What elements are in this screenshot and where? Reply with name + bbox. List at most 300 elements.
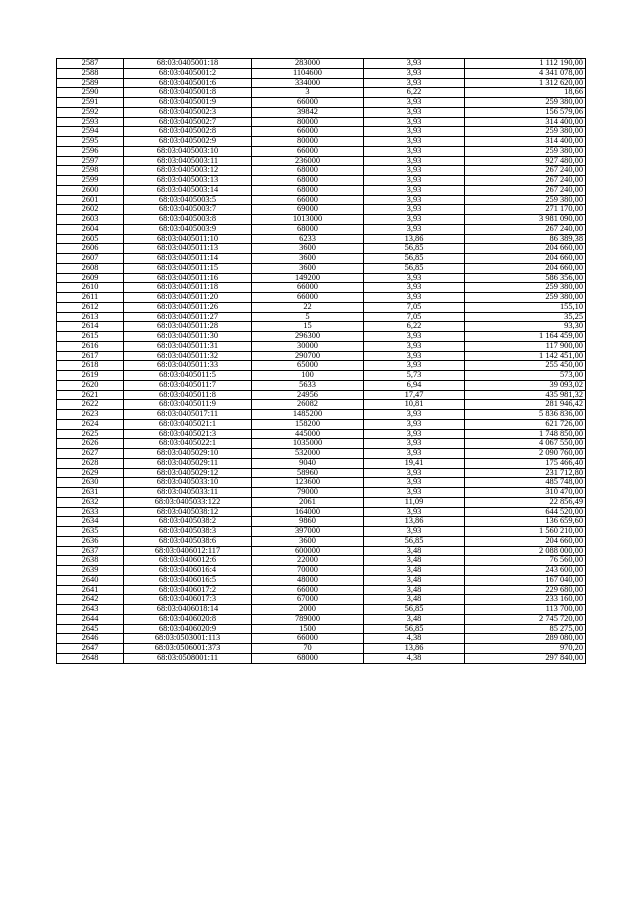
row-number-cell: 2600 bbox=[57, 185, 124, 195]
cadastral-value-cell: 229 680,00 bbox=[465, 585, 586, 595]
area-cell: 1013000 bbox=[252, 215, 364, 225]
cadastral-number-cell: 68:03:0405011:9 bbox=[124, 400, 252, 410]
cadastral-value-cell: 39 093,02 bbox=[465, 380, 586, 390]
area-cell: 1500 bbox=[252, 624, 364, 634]
specific-value-cell: 11,09 bbox=[364, 497, 465, 507]
cadastral-number-cell: 68:03:0405001:2 bbox=[124, 68, 252, 78]
area-cell: 80000 bbox=[252, 117, 364, 127]
table-row bbox=[57, 322, 586, 332]
area-cell: 66000 bbox=[252, 127, 364, 137]
table-row bbox=[57, 117, 586, 127]
cadastral-number-cell: 68:03:0405003:11 bbox=[124, 156, 252, 166]
cadastral-value-cell: 297 840,00 bbox=[465, 653, 586, 663]
cadastral-number-cell: 68:03:0405011:20 bbox=[124, 293, 252, 303]
cadastral-value-cell: 1 560 210,00 bbox=[465, 527, 586, 537]
row-number-cell: 2622 bbox=[57, 400, 124, 410]
area-cell: 15 bbox=[252, 322, 364, 332]
table-row bbox=[57, 653, 586, 663]
cadastral-value-cell: 1 142 451,00 bbox=[465, 351, 586, 361]
specific-value-cell: 3,48 bbox=[364, 566, 465, 576]
area-cell: 600000 bbox=[252, 546, 364, 556]
row-number-cell: 2619 bbox=[57, 371, 124, 381]
cadastral-number-cell: 68:03:0405017:11 bbox=[124, 410, 252, 420]
area-cell: 158200 bbox=[252, 419, 364, 429]
cadastral-value-cell: 1 112 190,00 bbox=[465, 59, 586, 69]
cadastral-value-cell: 289 080,00 bbox=[465, 634, 586, 644]
specific-value-cell: 3,93 bbox=[364, 332, 465, 342]
table-row bbox=[57, 478, 586, 488]
specific-value-cell: 13,86 bbox=[364, 234, 465, 244]
area-cell: 397000 bbox=[252, 527, 364, 537]
row-number-cell: 2588 bbox=[57, 68, 124, 78]
cadastral-number-cell: 68:03:0405038:6 bbox=[124, 536, 252, 546]
row-number-cell: 2607 bbox=[57, 254, 124, 264]
row-number-cell: 2591 bbox=[57, 98, 124, 108]
specific-value-cell: 3,93 bbox=[364, 439, 465, 449]
cadastral-number-cell: 68:03:0503001:113 bbox=[124, 634, 252, 644]
area-cell: 789000 bbox=[252, 614, 364, 624]
cadastral-number-cell: 68:03:0405038:12 bbox=[124, 507, 252, 517]
table-row bbox=[57, 283, 586, 293]
specific-value-cell: 3,93 bbox=[364, 156, 465, 166]
table-row bbox=[57, 351, 586, 361]
row-number-cell: 2648 bbox=[57, 653, 124, 663]
row-number-cell: 2590 bbox=[57, 88, 124, 98]
table-row bbox=[57, 497, 586, 507]
table-row bbox=[57, 88, 586, 98]
specific-value-cell: 56,85 bbox=[364, 254, 465, 264]
cadastral-number-cell: 68:03:0405011:8 bbox=[124, 390, 252, 400]
specific-value-cell: 13,86 bbox=[364, 644, 465, 654]
specific-value-cell: 3,93 bbox=[364, 488, 465, 498]
cadastral-number-cell: 68:03:0405021:1 bbox=[124, 419, 252, 429]
area-cell: 39842 bbox=[252, 107, 364, 117]
cadastral-value-cell: 1 164 459,00 bbox=[465, 332, 586, 342]
cadastral-number-cell: 68:03:0405033:11 bbox=[124, 488, 252, 498]
cadastral-number-cell: 68:03:0405021:3 bbox=[124, 429, 252, 439]
cadastral-value-cell: 243 600,00 bbox=[465, 566, 586, 576]
row-number-cell: 2610 bbox=[57, 283, 124, 293]
cadastral-number-cell: 68:03:0406016:4 bbox=[124, 566, 252, 576]
cadastral-value-cell: 204 660,00 bbox=[465, 254, 586, 264]
specific-value-cell: 7,05 bbox=[364, 312, 465, 322]
cadastral-value-cell: 281 946,42 bbox=[465, 400, 586, 410]
row-number-cell: 2617 bbox=[57, 351, 124, 361]
specific-value-cell: 3,93 bbox=[364, 166, 465, 176]
table-row bbox=[57, 614, 586, 624]
specific-value-cell: 6,22 bbox=[364, 88, 465, 98]
table-row bbox=[57, 302, 586, 312]
row-number-cell: 2598 bbox=[57, 166, 124, 176]
table-row bbox=[57, 605, 586, 615]
specific-value-cell: 6,94 bbox=[364, 380, 465, 390]
specific-value-cell: 3,93 bbox=[364, 341, 465, 351]
cadastral-number-cell: 68:03:0405011:13 bbox=[124, 244, 252, 254]
cadastral-number-cell: 68:03:0405011:5 bbox=[124, 371, 252, 381]
cadastral-value-cell: 271 170,00 bbox=[465, 205, 586, 215]
table-row bbox=[57, 507, 586, 517]
specific-value-cell: 19,41 bbox=[364, 458, 465, 468]
cadastral-value-cell: 155,10 bbox=[465, 302, 586, 312]
cadastral-number-cell: 68:03:0405011:27 bbox=[124, 312, 252, 322]
cadastral-value-cell: 314 400,00 bbox=[465, 117, 586, 127]
specific-value-cell: 3,93 bbox=[364, 107, 465, 117]
specific-value-cell: 3,93 bbox=[364, 68, 465, 78]
area-cell: 66000 bbox=[252, 98, 364, 108]
specific-value-cell: 3,93 bbox=[364, 146, 465, 156]
row-number-cell: 2593 bbox=[57, 117, 124, 127]
cadastral-number-cell: 68:03:0405029:10 bbox=[124, 449, 252, 459]
table-row bbox=[57, 439, 586, 449]
table-row bbox=[57, 312, 586, 322]
row-number-cell: 2601 bbox=[57, 195, 124, 205]
table-row bbox=[57, 429, 586, 439]
table-row bbox=[57, 449, 586, 459]
area-cell: 3600 bbox=[252, 263, 364, 273]
area-cell: 22000 bbox=[252, 556, 364, 566]
row-number-cell: 2629 bbox=[57, 468, 124, 478]
area-cell: 3600 bbox=[252, 536, 364, 546]
cadastral-value-cell: 136 659,60 bbox=[465, 517, 586, 527]
row-number-cell: 2627 bbox=[57, 449, 124, 459]
area-cell: 236000 bbox=[252, 156, 364, 166]
cadastral-number-cell: 68:03:0405011:28 bbox=[124, 322, 252, 332]
row-number-cell: 2615 bbox=[57, 332, 124, 342]
cadastral-number-cell: 68:03:0405001:9 bbox=[124, 98, 252, 108]
table-row bbox=[57, 68, 586, 78]
row-number-cell: 2613 bbox=[57, 312, 124, 322]
area-cell: 2061 bbox=[252, 497, 364, 507]
specific-value-cell: 17,47 bbox=[364, 390, 465, 400]
table-row bbox=[57, 166, 586, 176]
area-cell: 290700 bbox=[252, 351, 364, 361]
area-cell: 24956 bbox=[252, 390, 364, 400]
specific-value-cell: 5,73 bbox=[364, 371, 465, 381]
cadastral-value-cell: 267 240,00 bbox=[465, 185, 586, 195]
row-number-cell: 2642 bbox=[57, 595, 124, 605]
cadastral-number-cell: 68:03:0405011:15 bbox=[124, 263, 252, 273]
table-row bbox=[57, 78, 586, 88]
row-number-cell: 2637 bbox=[57, 546, 124, 556]
cadastral-number-cell: 68:03:0405022:1 bbox=[124, 439, 252, 449]
row-number-cell: 2645 bbox=[57, 624, 124, 634]
specific-value-cell: 3,93 bbox=[364, 507, 465, 517]
row-number-cell: 2621 bbox=[57, 390, 124, 400]
cadastral-value-cell: 259 380,00 bbox=[465, 283, 586, 293]
cadastral-value-cell: 259 380,00 bbox=[465, 293, 586, 303]
specific-value-cell: 3,48 bbox=[364, 546, 465, 556]
table-row bbox=[57, 185, 586, 195]
cadastral-value-cell: 3 981 090,00 bbox=[465, 215, 586, 225]
specific-value-cell: 3,93 bbox=[364, 429, 465, 439]
specific-value-cell: 3,93 bbox=[364, 215, 465, 225]
cadastral-value-cell: 22 856,49 bbox=[465, 497, 586, 507]
cadastral-value-cell: 267 240,00 bbox=[465, 166, 586, 176]
specific-value-cell: 56,85 bbox=[364, 624, 465, 634]
area-cell: 68000 bbox=[252, 166, 364, 176]
specific-value-cell: 3,93 bbox=[364, 351, 465, 361]
table-row bbox=[57, 624, 586, 634]
cadastral-number-cell: 68:03:0405003:8 bbox=[124, 215, 252, 225]
area-cell: 6233 bbox=[252, 234, 364, 244]
specific-value-cell: 3,93 bbox=[364, 137, 465, 147]
row-number-cell: 2623 bbox=[57, 410, 124, 420]
cadastral-number-cell: 68:03:0405011:14 bbox=[124, 254, 252, 264]
cadastral-number-cell: 68:03:0406017:3 bbox=[124, 595, 252, 605]
cadastral-value-cell: 4 341 078,00 bbox=[465, 68, 586, 78]
cadastral-value-cell: 2 090 760,00 bbox=[465, 449, 586, 459]
cadastral-value-cell: 259 380,00 bbox=[465, 98, 586, 108]
specific-value-cell: 3,93 bbox=[364, 117, 465, 127]
cadastral-number-cell: 68:03:0405011:32 bbox=[124, 351, 252, 361]
table-row bbox=[57, 400, 586, 410]
row-number-cell: 2597 bbox=[57, 156, 124, 166]
table-row bbox=[57, 195, 586, 205]
row-number-cell: 2646 bbox=[57, 634, 124, 644]
cadastral-value-cell: 4 067 550,00 bbox=[465, 439, 586, 449]
cadastral-value-cell: 259 380,00 bbox=[465, 195, 586, 205]
cadastral-number-cell: 68:03:0406017:2 bbox=[124, 585, 252, 595]
row-number-cell: 2624 bbox=[57, 419, 124, 429]
area-cell: 1035000 bbox=[252, 439, 364, 449]
table-row bbox=[57, 205, 586, 215]
row-number-cell: 2635 bbox=[57, 527, 124, 537]
cadastral-number-cell: 68:03:0405003:12 bbox=[124, 166, 252, 176]
table-row bbox=[57, 546, 586, 556]
table-row bbox=[57, 566, 586, 576]
row-number-cell: 2589 bbox=[57, 78, 124, 88]
specific-value-cell: 3,93 bbox=[364, 273, 465, 283]
cadastral-number-cell: 68:03:0405001:18 bbox=[124, 59, 252, 69]
cadastral-value-cell: 76 560,00 bbox=[465, 556, 586, 566]
specific-value-cell: 56,85 bbox=[364, 244, 465, 254]
table-row bbox=[57, 644, 586, 654]
row-number-cell: 2644 bbox=[57, 614, 124, 624]
area-cell: 80000 bbox=[252, 137, 364, 147]
row-number-cell: 2612 bbox=[57, 302, 124, 312]
table-row bbox=[57, 371, 586, 381]
cadastral-number-cell: 68:03:0405029:11 bbox=[124, 458, 252, 468]
area-cell: 30000 bbox=[252, 341, 364, 351]
specific-value-cell: 3,93 bbox=[364, 78, 465, 88]
cadastral-number-cell: 68:03:0405002:9 bbox=[124, 137, 252, 147]
specific-value-cell: 56,85 bbox=[364, 536, 465, 546]
cadastral-number-cell: 68:03:0405033:10 bbox=[124, 478, 252, 488]
table-row bbox=[57, 575, 586, 585]
area-cell: 66000 bbox=[252, 146, 364, 156]
cadastral-value-cell: 259 380,00 bbox=[465, 127, 586, 137]
row-number-cell: 2611 bbox=[57, 293, 124, 303]
row-number-cell: 2625 bbox=[57, 429, 124, 439]
row-number-cell: 2632 bbox=[57, 497, 124, 507]
area-cell: 296300 bbox=[252, 332, 364, 342]
table-row bbox=[57, 263, 586, 273]
cadastral-number-cell: 68:03:0405029:12 bbox=[124, 468, 252, 478]
area-cell: 149200 bbox=[252, 273, 364, 283]
row-number-cell: 2604 bbox=[57, 224, 124, 234]
cadastral-number-cell: 68:03:0405003:10 bbox=[124, 146, 252, 156]
table-row bbox=[57, 380, 586, 390]
row-number-cell: 2639 bbox=[57, 566, 124, 576]
row-number-cell: 2633 bbox=[57, 507, 124, 517]
row-number-cell: 2647 bbox=[57, 644, 124, 654]
area-cell: 123600 bbox=[252, 478, 364, 488]
cadastral-number-cell: 68:03:0405011:7 bbox=[124, 380, 252, 390]
cadastral-number-cell: 68:03:0405033:122 bbox=[124, 497, 252, 507]
specific-value-cell: 56,85 bbox=[364, 263, 465, 273]
row-number-cell: 2638 bbox=[57, 556, 124, 566]
area-cell: 68000 bbox=[252, 176, 364, 186]
cadastral-value-table bbox=[56, 58, 586, 664]
row-number-cell: 2631 bbox=[57, 488, 124, 498]
specific-value-cell: 13,86 bbox=[364, 517, 465, 527]
table-body bbox=[57, 59, 586, 664]
specific-value-cell: 3,93 bbox=[364, 283, 465, 293]
area-cell: 65000 bbox=[252, 361, 364, 371]
cadastral-value-cell: 231 712,80 bbox=[465, 468, 586, 478]
specific-value-cell: 3,93 bbox=[364, 185, 465, 195]
cadastral-number-cell: 68:03:0405011:26 bbox=[124, 302, 252, 312]
row-number-cell: 2587 bbox=[57, 59, 124, 69]
cadastral-number-cell: 68:03:0405002:7 bbox=[124, 117, 252, 127]
area-cell: 68000 bbox=[252, 224, 364, 234]
row-number-cell: 2614 bbox=[57, 322, 124, 332]
table-row bbox=[57, 536, 586, 546]
specific-value-cell: 3,93 bbox=[364, 293, 465, 303]
table-row bbox=[57, 215, 586, 225]
area-cell: 68000 bbox=[252, 653, 364, 663]
cadastral-value-cell: 970,20 bbox=[465, 644, 586, 654]
specific-value-cell: 3,93 bbox=[364, 127, 465, 137]
cadastral-value-cell: 621 726,00 bbox=[465, 419, 586, 429]
cadastral-value-cell: 2 745 720,00 bbox=[465, 614, 586, 624]
area-cell: 70 bbox=[252, 644, 364, 654]
specific-value-cell: 3,93 bbox=[364, 205, 465, 215]
row-number-cell: 2609 bbox=[57, 273, 124, 283]
specific-value-cell: 56,85 bbox=[364, 605, 465, 615]
area-cell: 58960 bbox=[252, 468, 364, 478]
row-number-cell: 2596 bbox=[57, 146, 124, 156]
area-cell: 9860 bbox=[252, 517, 364, 527]
cadastral-value-cell: 233 160,00 bbox=[465, 595, 586, 605]
table-row bbox=[57, 419, 586, 429]
row-number-cell: 2630 bbox=[57, 478, 124, 488]
cadastral-number-cell: 68:03:0406020:9 bbox=[124, 624, 252, 634]
row-number-cell: 2618 bbox=[57, 361, 124, 371]
cadastral-number-cell: 68:03:0405038:2 bbox=[124, 517, 252, 527]
cadastral-number-cell: 68:03:0405011:31 bbox=[124, 341, 252, 351]
row-number-cell: 2643 bbox=[57, 605, 124, 615]
row-number-cell: 2595 bbox=[57, 137, 124, 147]
specific-value-cell: 3,48 bbox=[364, 585, 465, 595]
table-row bbox=[57, 517, 586, 527]
cadastral-number-cell: 68:03:0405011:18 bbox=[124, 283, 252, 293]
cadastral-number-cell: 68:03:0405002:3 bbox=[124, 107, 252, 117]
cadastral-value-cell: 167 040,00 bbox=[465, 575, 586, 585]
cadastral-number-cell: 68:03:0406012:117 bbox=[124, 546, 252, 556]
cadastral-number-cell: 68:03:0405011:10 bbox=[124, 234, 252, 244]
cadastral-number-cell: 68:03:0405001:6 bbox=[124, 78, 252, 88]
table-row bbox=[57, 224, 586, 234]
cadastral-value-cell: 85 275,00 bbox=[465, 624, 586, 634]
cadastral-value-cell: 113 700,00 bbox=[465, 605, 586, 615]
cadastral-number-cell: 68:03:0508001:11 bbox=[124, 653, 252, 663]
area-cell: 48000 bbox=[252, 575, 364, 585]
table-row bbox=[57, 176, 586, 186]
area-cell: 445000 bbox=[252, 429, 364, 439]
specific-value-cell: 3,93 bbox=[364, 449, 465, 459]
cadastral-value-cell: 310 470,00 bbox=[465, 488, 586, 498]
table-row bbox=[57, 107, 586, 117]
specific-value-cell: 3,93 bbox=[364, 478, 465, 488]
cadastral-number-cell: 68:03:0405003:5 bbox=[124, 195, 252, 205]
area-cell: 1104600 bbox=[252, 68, 364, 78]
area-cell: 3 bbox=[252, 88, 364, 98]
specific-value-cell: 3,93 bbox=[364, 361, 465, 371]
table-row bbox=[57, 244, 586, 254]
cadastral-value-cell: 586 356,00 bbox=[465, 273, 586, 283]
row-number-cell: 2605 bbox=[57, 234, 124, 244]
area-cell: 66000 bbox=[252, 195, 364, 205]
cadastral-number-cell: 68:03:0405011:30 bbox=[124, 332, 252, 342]
area-cell: 67000 bbox=[252, 595, 364, 605]
cadastral-value-cell: 5 836 836,00 bbox=[465, 410, 586, 420]
area-cell: 22 bbox=[252, 302, 364, 312]
row-number-cell: 2640 bbox=[57, 575, 124, 585]
cadastral-number-cell: 68:03:0405001:8 bbox=[124, 88, 252, 98]
cadastral-value-cell: 204 660,00 bbox=[465, 536, 586, 546]
specific-value-cell: 3,93 bbox=[364, 224, 465, 234]
area-cell: 9040 bbox=[252, 458, 364, 468]
cadastral-value-cell: 259 380,00 bbox=[465, 146, 586, 156]
table-row bbox=[57, 634, 586, 644]
row-number-cell: 2641 bbox=[57, 585, 124, 595]
cadastral-value-cell: 1 312 620,00 bbox=[465, 78, 586, 88]
row-number-cell: 2602 bbox=[57, 205, 124, 215]
specific-value-cell: 3,93 bbox=[364, 527, 465, 537]
cadastral-value-cell: 644 520,00 bbox=[465, 507, 586, 517]
row-number-cell: 2636 bbox=[57, 536, 124, 546]
table-row bbox=[57, 254, 586, 264]
cadastral-value-cell: 18,66 bbox=[465, 88, 586, 98]
area-cell: 3600 bbox=[252, 254, 364, 264]
row-number-cell: 2599 bbox=[57, 176, 124, 186]
cadastral-number-cell: 68:03:0405003:13 bbox=[124, 176, 252, 186]
cadastral-value-cell: 435 981,32 bbox=[465, 390, 586, 400]
cadastral-number-cell: 68:03:0405011:33 bbox=[124, 361, 252, 371]
table-row bbox=[57, 332, 586, 342]
table-row bbox=[57, 156, 586, 166]
specific-value-cell: 3,93 bbox=[364, 410, 465, 420]
table-row bbox=[57, 293, 586, 303]
cadastral-value-cell: 86 389,38 bbox=[465, 234, 586, 244]
cadastral-number-cell: 68:03:0405011:16 bbox=[124, 273, 252, 283]
table-row bbox=[57, 488, 586, 498]
cadastral-value-cell: 485 748,00 bbox=[465, 478, 586, 488]
cadastral-value-cell: 156 579,06 bbox=[465, 107, 586, 117]
area-cell: 66000 bbox=[252, 634, 364, 644]
specific-value-cell: 3,93 bbox=[364, 419, 465, 429]
row-number-cell: 2594 bbox=[57, 127, 124, 137]
cadastral-value-cell: 573,00 bbox=[465, 371, 586, 381]
table-row bbox=[57, 556, 586, 566]
cadastral-number-cell: 68:03:0405002:8 bbox=[124, 127, 252, 137]
row-number-cell: 2606 bbox=[57, 244, 124, 254]
cadastral-value-cell: 927 480,00 bbox=[465, 156, 586, 166]
area-cell: 68000 bbox=[252, 185, 364, 195]
specific-value-cell: 6,22 bbox=[364, 322, 465, 332]
area-cell: 3600 bbox=[252, 244, 364, 254]
